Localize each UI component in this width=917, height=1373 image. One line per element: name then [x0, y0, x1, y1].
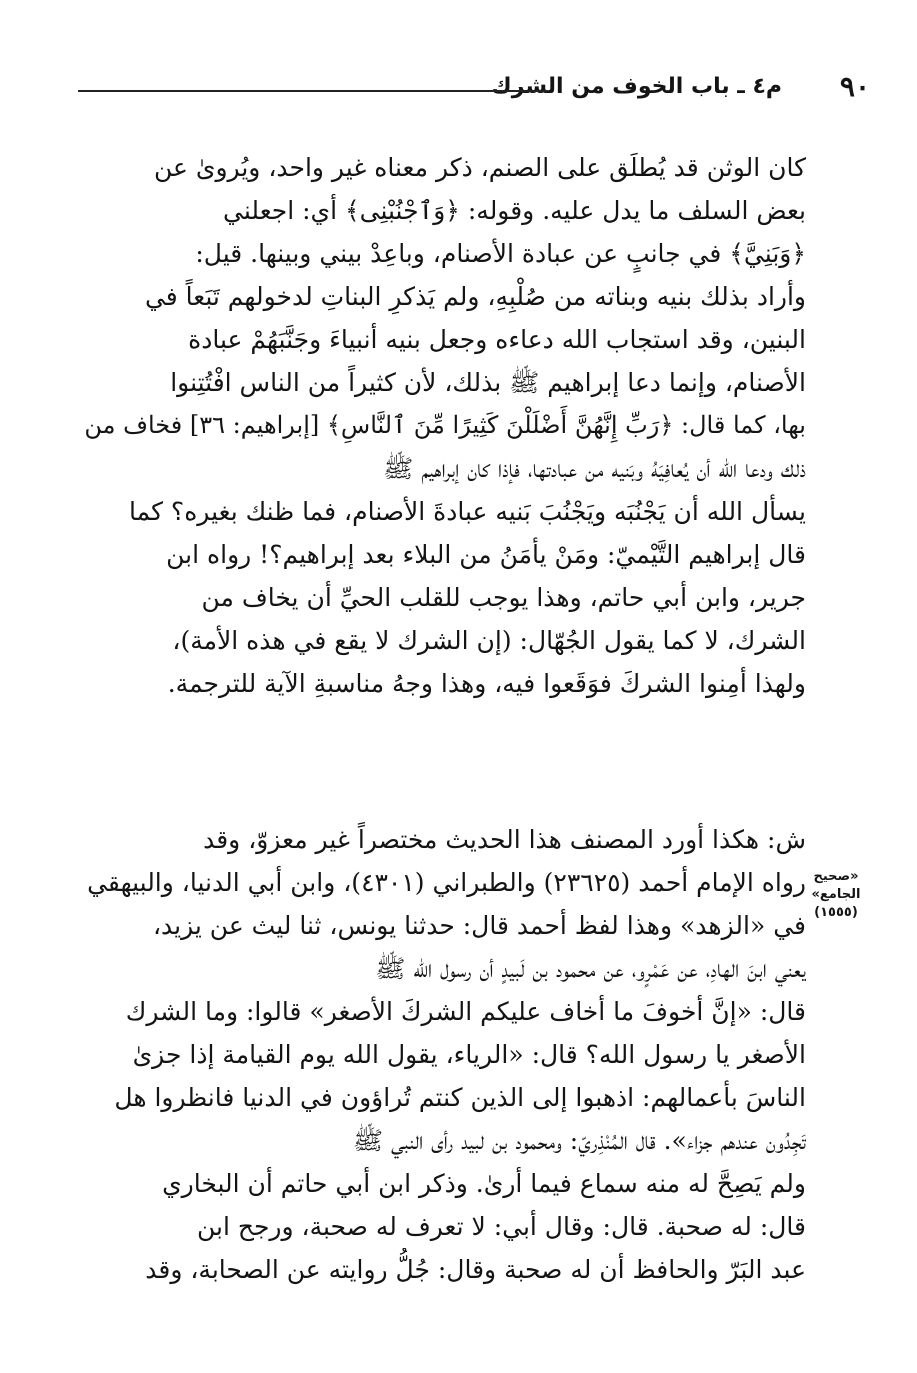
text-line: يسأل الله أن يَجْنُبَه ويَجْنُبَ بَنيه عبادةَ الأصنام، فما ظنك بغيره؟ كما — [129, 497, 806, 526]
margin-reference-line: «صحيح — [813, 869, 859, 884]
commentary-paragraph — [78, 146, 806, 705]
text-line: يعني ابنَ الهادِ، عن عَمْرٍو، عن محمود بن لَبيدٍ أن رسول الله ﷺ — [375, 954, 806, 983]
text-line: الأصنام، وإنما دعا إبراهيم ﷺ بذلك، لأن كثيراً من الناس افْتُتِنوا — [170, 368, 806, 397]
margin-reference-line: (١٥٥٥) — [814, 905, 858, 920]
header-rule — [78, 90, 548, 92]
text-line: ش: هكذا أورد المصنف هذا الحديث مختصراً غير معزوّ، وقد — [203, 825, 806, 854]
text-line: ولهذا أمِنوا الشركَ فوَقَعوا فيه، وهذا وجهُ مناسبةِ الآية للترجمة. — [167, 669, 806, 698]
text-line: البنين، وقد استجاب الله دعاءه وجعل بنيه أنبياءَ وجَنَّبَهُمْ عبادة — [188, 325, 806, 354]
text-line: عبد البَرّ والحافظ أن له صحبة وقال: جُلُّ روايته عن الصحابة، وقد — [145, 1255, 806, 1284]
text-line: ﴿وَبَنِيَّ﴾ في جانبٍ عن عبادة الأصنام، وباعِدْ بيني وبينها. قيل: — [195, 239, 806, 268]
text-line: ولم يَصِحَّ له منه سماع فيما أرىٰ. وذكر ابن أبي حاتم أن البخاري — [162, 1169, 806, 1198]
text-line: بها، كما قال: ﴿رَبِّ إِنَّهُنَّ أَضْلَلْنَ كَثِيرًا مِّنَ ٱلنَّاسِ﴾ [إبراهيم: ٣٦] فخاف من — [84, 411, 806, 439]
text-line: كان الوثن قد يُطلَق على الصنم، ذكر معناه غير واحد، ويُروىٰ عن — [154, 153, 806, 182]
text-line: تَجِدُون عندهم جزاء». قال المُنْذِريّ: ومحمود بن لبيد رأى النبي ﷺ — [352, 1126, 806, 1155]
text-line: جرير، وابن أبي حاتم، وهذا يوجب للقلب الحيِّ أن يخاف من — [201, 583, 806, 612]
text-line: قال: «إنَّ أخوفَ ما أخاف عليكم الشركَ الأصغر» قالوا: وما الشرك — [125, 997, 806, 1026]
margin-reference — [806, 868, 866, 922]
page-header — [70, 66, 870, 110]
running-title: م٤ ـ باب الخوف من الشرك — [491, 74, 782, 99]
text-line: قال إبراهيم التَّيْميّ: ومَنْ يأمَنُ من البلاء بعد إبراهيم؟! رواه ابن — [166, 540, 806, 569]
text-line: بعض السلف ما يدل عليه. وقوله: ﴿وَٱجْنُبْنِى﴾ أي: اجعلني — [223, 196, 806, 225]
hadith-explanation-paragraph — [78, 818, 806, 1291]
text-line: الأصغر يا رسول الله؟ قال: «الرياء، يقول الله يوم القيامة إذا جزىٰ — [132, 1040, 806, 1069]
text-line: قال: له صحبة. قال: وقال أبي: لا تعرف له صحبة، ورجح ابن — [196, 1212, 806, 1241]
page-number: ٩٠ — [839, 70, 870, 103]
text-line: رواه الإمام أحمد (٢٣٦٢٥) والطبراني (٤٣٠١)، وابن أبي الدنيا، والبيهقي — [87, 868, 806, 897]
text-line: وأراد بذلك بنيه وبناته من صُلْبِهِ، ولم يَذكرِ البناتِ لدخولهم تَبَعاً في — [144, 282, 806, 311]
text-line: ذلك ودعا الله أن يُعافِيَهُ وبَنيه من عبادتها، فإذا كان إبراهيم ﷺ — [383, 454, 806, 483]
margin-reference-line: الجامع» — [811, 887, 861, 902]
text-line: الناسَ بأعمالهم: اذهبوا إلى الذين كنتم تُراؤون في الدنيا فانظروا هل — [114, 1083, 806, 1112]
text-line: في «الزهد» وهذا لفظ أحمد قال: حدثنا يونس، ثنا ليث عن يزيد، — [152, 911, 806, 940]
text-line: الشرك، لا كما يقول الجُهّال: (إن الشرك لا يقع في هذه الأمة)، — [172, 626, 806, 655]
